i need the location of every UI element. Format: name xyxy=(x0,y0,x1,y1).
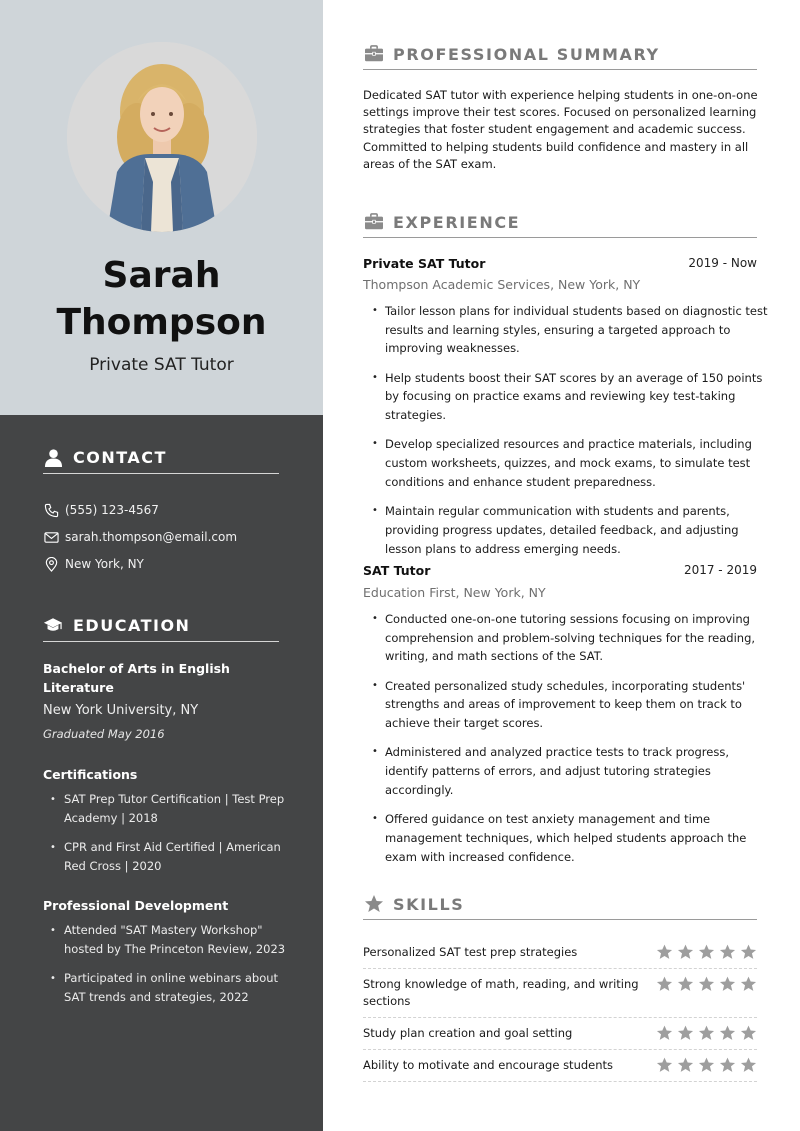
candidate-first-name: Sarah xyxy=(102,255,221,296)
star-icon xyxy=(677,944,694,960)
list-item: • SAT Prep Tutor Certification | Test Prep Academy | 2018 xyxy=(50,790,290,828)
skill-rating xyxy=(656,944,757,960)
job-bullets xyxy=(372,610,770,877)
skill-row xyxy=(363,1057,757,1082)
star-icon xyxy=(677,1025,694,1041)
skill-rating xyxy=(656,976,757,992)
candidate-last-name: Thompson xyxy=(56,302,267,343)
list-item: • Conducted one-on-one tutoring sessions focusing on improving comprehension and problem-solving techniques for the reading, writing, and math sections of the SAT. xyxy=(372,610,770,666)
star-icon xyxy=(677,1057,694,1073)
star-icon xyxy=(698,944,715,960)
list-item: • Develop specialized resources and practice materials, including custom worksheets, quizzes, and mock exams, to simulate test conditions and enhance student preparedness. xyxy=(372,435,770,491)
job-dates: 2019 - Now xyxy=(688,256,757,270)
skill-row xyxy=(363,1025,757,1050)
contact-location-text: New York, NY xyxy=(65,557,144,571)
star-icon xyxy=(719,1057,736,1073)
summary-heading-text: PROFESSIONAL SUMMARY xyxy=(393,44,660,64)
education-school: New York University, NY xyxy=(43,703,199,718)
job-dates: 2017 - 2019 xyxy=(683,563,757,577)
profile-photo xyxy=(67,42,257,232)
contact-location xyxy=(43,556,144,572)
education-heading xyxy=(43,610,279,642)
contact-email[interactable] xyxy=(43,529,237,545)
list-item: • Tailor lesson plans for individual students based on diagnostic test results and learning styles, ensuring a targeted approach to improving weaknesses. xyxy=(372,302,770,358)
experience-heading-text: EXPERIENCE xyxy=(393,212,521,232)
list-item: • Administered and analyzed practice tests to track progress, identify patterns of errors, and adjust tutoring strategies accordingly. xyxy=(372,743,770,799)
education-degree: Bachelor of Arts in English Literature xyxy=(43,661,230,695)
contact-email-text[interactable]: sarah.thompson@email.com xyxy=(65,530,238,544)
star-icon xyxy=(677,976,694,992)
user-icon xyxy=(43,447,63,469)
development-list xyxy=(50,921,290,1017)
star-icon xyxy=(719,1025,736,1041)
phone-icon xyxy=(43,502,59,518)
skills-heading-text: SKILLS xyxy=(393,894,465,914)
development-heading: Professional Development xyxy=(43,898,229,913)
skill-row xyxy=(363,944,757,969)
job-company: Education First, New York, NY xyxy=(363,585,546,600)
profile-photo-illustration xyxy=(67,42,257,232)
list-item: • Help students boost their SAT scores by an average of 150 points by focusing on practice exams and reviewing key test-taking strategies. xyxy=(372,369,770,425)
star-icon xyxy=(698,1025,715,1041)
education-heading-text: EDUCATION xyxy=(73,616,191,635)
star-icon xyxy=(740,976,757,992)
certifications-heading: Certifications xyxy=(43,767,138,782)
star-icon xyxy=(719,944,736,960)
list-item: • CPR and First Aid Certified | American Red Cross | 2020 xyxy=(50,838,290,876)
contact-heading xyxy=(43,442,279,474)
star-icon xyxy=(656,1057,673,1073)
list-item: • Participated in online webinars about SAT trends and strategies, 2022 xyxy=(50,969,290,1007)
summary-heading xyxy=(363,39,757,70)
skill-name: Strong knowledge of math, reading, and writing sections xyxy=(363,977,639,1008)
star-icon xyxy=(740,944,757,960)
star-icon xyxy=(698,1057,715,1073)
skill-name: Study plan creation and goal setting xyxy=(363,1026,573,1040)
job-title: SAT Tutor xyxy=(363,563,431,578)
sidebar-header xyxy=(0,0,323,415)
skill-name: Personalized SAT test prep strategies xyxy=(363,945,578,959)
briefcase-icon xyxy=(363,44,385,64)
candidate-title: Private SAT Tutor xyxy=(89,355,234,375)
experience-heading xyxy=(363,207,757,238)
candidate-name xyxy=(0,252,323,346)
skill-name: Ability to motivate and encourage students xyxy=(363,1058,614,1072)
job-bullets xyxy=(372,302,770,569)
mail-icon xyxy=(43,529,59,545)
certifications-list xyxy=(50,790,290,886)
skills-heading xyxy=(363,889,757,920)
contact-phone-text: (555) 123-4567 xyxy=(65,503,159,517)
briefcase-icon xyxy=(363,212,385,232)
map-pin-icon xyxy=(43,556,59,572)
star-icon xyxy=(656,944,673,960)
star-icon xyxy=(363,894,385,914)
list-item: • Created personalized study schedules, incorporating students' strengths and areas of improvement to keep them on track to achieve their target scores. xyxy=(372,677,770,733)
education-graduation: Graduated May 2016 xyxy=(43,727,165,741)
list-item: • Offered guidance on test anxiety management and time management techniques, which helped students approach the exam with increased confidence. xyxy=(372,810,770,866)
list-item: • Attended "SAT Mastery Workshop" hosted by The Princeton Review, 2023 xyxy=(50,921,290,959)
skill-rating xyxy=(656,1025,757,1041)
star-icon xyxy=(656,976,673,992)
contact-heading-text: CONTACT xyxy=(73,448,167,467)
star-icon xyxy=(656,1025,673,1041)
sidebar xyxy=(0,0,323,1131)
star-icon xyxy=(740,1057,757,1073)
star-icon xyxy=(719,976,736,992)
skill-row xyxy=(363,976,757,1018)
contact-phone xyxy=(43,502,159,518)
star-icon xyxy=(698,976,715,992)
list-item: • Maintain regular communication with students and parents, providing progress updates, detailed feedback, and adjusting lesson plans to address emerging needs. xyxy=(372,502,770,558)
job-company: Thompson Academic Services, New York, NY xyxy=(363,277,641,292)
graduation-cap-icon xyxy=(43,615,63,637)
summary-text: Dedicated SAT tutor with experience helping students in one-on-one settings improve their test scores. Focused on personalized learning strategies that foster student engagement and academic success. Committed to helping students build confidence and mastery in all areas of the SAT exam. xyxy=(363,88,758,171)
skill-rating xyxy=(656,1057,757,1073)
star-icon xyxy=(740,1025,757,1041)
job-title: Private SAT Tutor xyxy=(363,256,486,271)
